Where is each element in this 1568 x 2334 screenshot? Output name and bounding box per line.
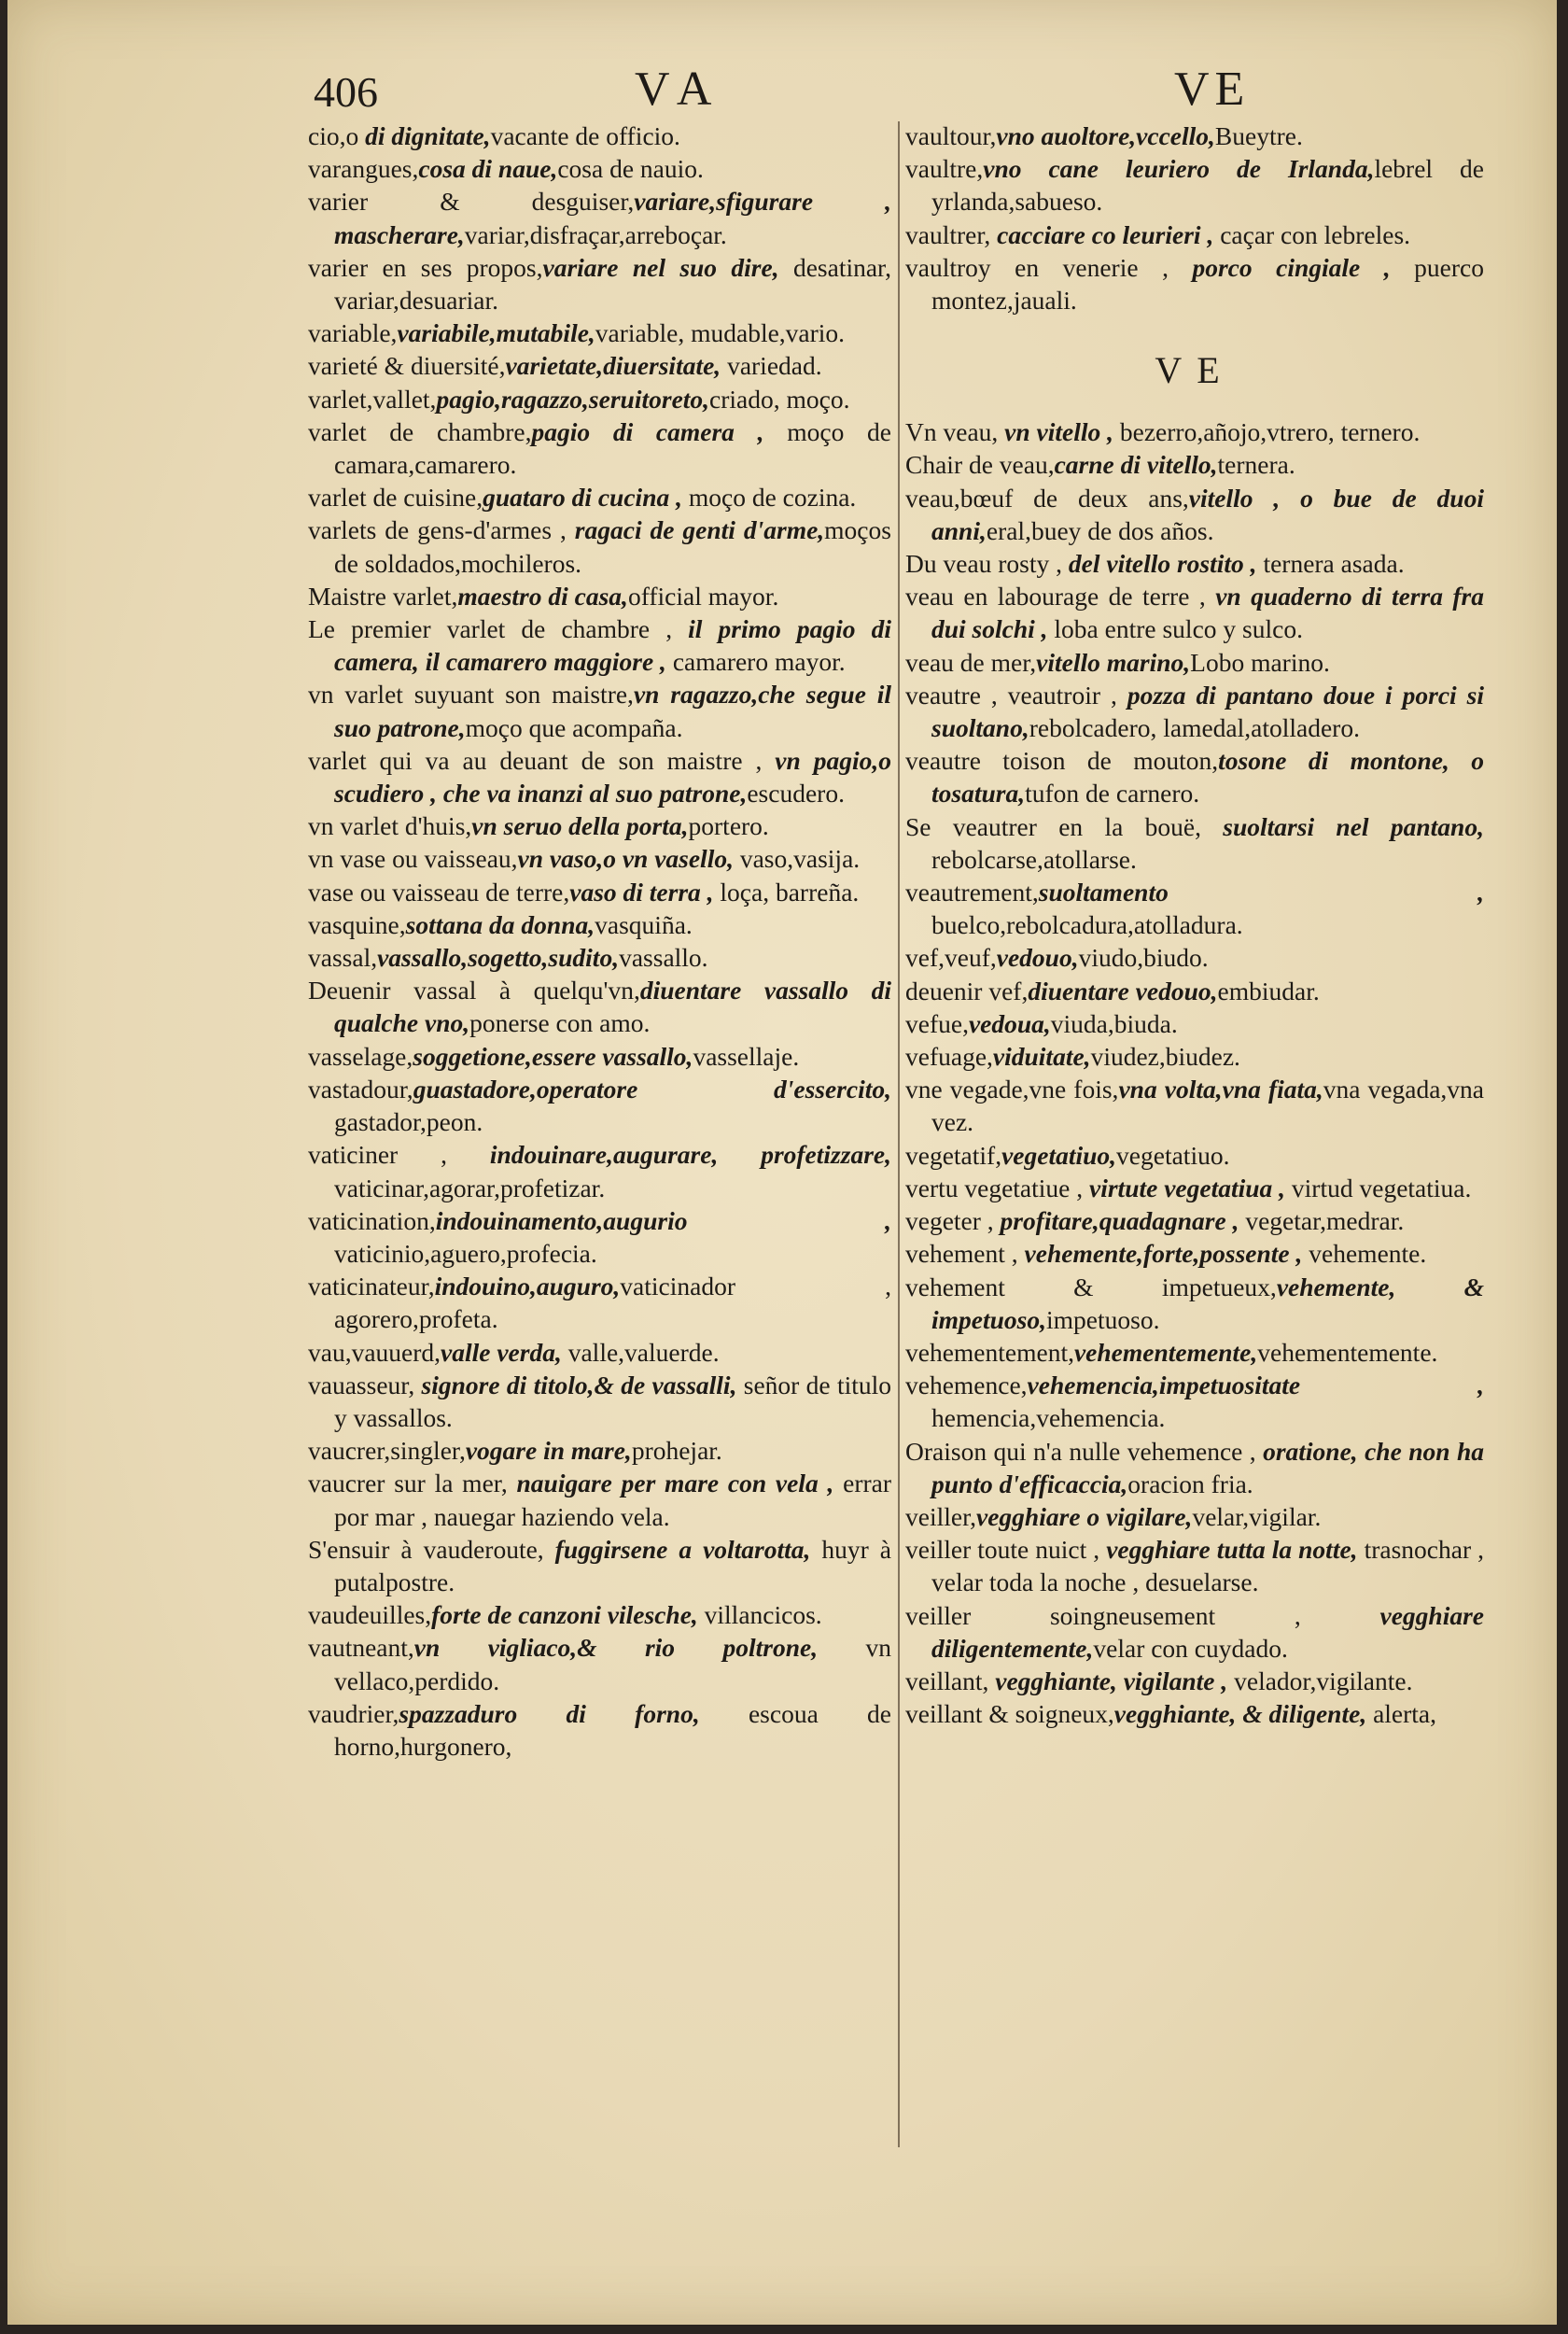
spanish-translation: moços de soldados,mochileros. — [334, 515, 891, 578]
italian-translation: valle verda, — [441, 1337, 562, 1367]
dictionary-entry — [905, 744, 1484, 809]
spanish-translation: loça, barreña. — [713, 877, 860, 907]
dictionary-entry — [905, 1697, 1484, 1730]
spanish-translation: eral,buey de dos años. — [986, 515, 1214, 545]
dictionary-entry — [905, 1599, 1484, 1665]
spanish-translation: vna vegada,vna vez. — [931, 1075, 1484, 1137]
left-running-head: VA — [635, 63, 725, 116]
french-term: varangues, — [308, 154, 419, 184]
spanish-translation: portero. — [688, 811, 769, 841]
french-term: veiller, — [905, 1501, 977, 1531]
french-term: Du veau rosty , — [905, 549, 1069, 579]
french-term: veiller soingneusement , — [905, 1600, 1380, 1630]
dictionary-entry — [308, 1631, 891, 1696]
italian-translation: viduitate, — [992, 1042, 1091, 1072]
dictionary-entry — [308, 481, 891, 513]
spanish-translation: vaticinar,agorar,profetizar. — [334, 1173, 606, 1202]
dictionary-entry — [308, 1369, 891, 1434]
dictionary-entry — [308, 185, 891, 250]
spanish-translation: bezerro,añojo,vtrero, ternero. — [1113, 417, 1421, 447]
french-term: vastadour, — [308, 1074, 413, 1104]
spanish-translation: camarero mayor. — [665, 647, 846, 677]
italian-translation: vno cane leuriero de Irlanda, — [983, 154, 1375, 184]
french-term: vegetatif, — [905, 1140, 1002, 1170]
dictionary-entry — [905, 251, 1484, 316]
spanish-translation: escudero. — [747, 779, 845, 808]
french-term: vaultre, — [905, 154, 984, 184]
spanish-translation: vaticinador , agorero,profeta. — [334, 1272, 891, 1334]
dictionary-entry — [308, 415, 891, 481]
italian-translation: varietate,diuersitate, — [505, 351, 721, 381]
spanish-translation: vn vellaco,perdido. — [334, 1633, 891, 1695]
french-term: vaultour, — [905, 121, 997, 150]
dictionary-entry — [905, 547, 1484, 580]
italian-translation: vn seruo della porta, — [471, 811, 689, 841]
french-term: veillant & soigneux, — [905, 1699, 1114, 1729]
dictionary-entry — [905, 1073, 1484, 1138]
italian-translation: ragaci de genti d'arme, — [574, 515, 825, 545]
italian-translation: guataro di cucina , — [483, 483, 682, 513]
italian-translation: vegghiare o vigilare, — [976, 1501, 1193, 1531]
french-term: vn varlet d'huis, — [308, 811, 472, 841]
dictionary-entry — [308, 1336, 891, 1369]
spanish-translation: escoua de horno,hurgonero, — [334, 1698, 891, 1761]
italian-translation: pagio,ragazzo,seruitoreto, — [436, 384, 710, 414]
italian-translation: cacciare co leurieri , — [997, 219, 1214, 249]
dictionary-entry — [905, 941, 1484, 974]
dictionary-entry — [905, 1172, 1484, 1204]
italian-translation: fuggirsene a voltarotta, — [554, 1534, 811, 1564]
french-term: varlet de cuisine, — [308, 483, 483, 513]
spanish-translation: rebolcarse,atollarse. — [931, 844, 1137, 874]
spanish-translation: rebolcadero, lamedal,atolladero. — [1029, 713, 1360, 743]
french-term: varlets de gens-d'armes , — [308, 515, 575, 545]
french-term: Chair de veau, — [905, 450, 1055, 480]
right-running-head: VE — [1174, 63, 1251, 116]
spanish-translation: virtud vegetatiua. — [1285, 1173, 1472, 1202]
dictionary-entry — [308, 1138, 891, 1203]
french-term: Le premier varlet de chambre , — [308, 614, 689, 644]
spanish-translation: villancicos. — [697, 1600, 822, 1630]
spanish-translation: variedad. — [721, 351, 822, 381]
french-term: vasquine, — [308, 909, 406, 939]
dictionary-entry — [308, 1204, 891, 1270]
dictionary-entry — [905, 1336, 1484, 1369]
italian-translation: indouinare,augurare, profetizzare, — [489, 1140, 891, 1170]
spanish-translation: vassellaje. — [693, 1041, 800, 1071]
dictionary-entry — [905, 975, 1484, 1007]
french-term: deuenir vef, — [905, 976, 1029, 1005]
italian-translation: diuentare vassallo di qualche vno, — [334, 976, 891, 1038]
french-term: veautrement, — [905, 878, 1039, 907]
french-term: vauasseur, — [308, 1370, 422, 1399]
dictionary-entry — [308, 974, 891, 1039]
dictionary-entry — [905, 876, 1484, 941]
italian-translation: spazzaduro di forno, — [399, 1698, 700, 1728]
italian-translation: vedoua, — [968, 1008, 1051, 1038]
italian-translation: vn quaderno di terra fra dui solchi , — [931, 582, 1485, 644]
dictionary-entry — [905, 218, 1484, 251]
dictionary-entry — [905, 1204, 1484, 1237]
section-heading-ve: VE — [1155, 349, 1235, 392]
dictionary-entry — [905, 152, 1484, 218]
french-term: vaultroy en venerie , — [905, 252, 1193, 282]
dictionary-entry — [905, 448, 1484, 481]
dictionary-entry — [308, 349, 891, 382]
spanish-translation: velar con cuydado. — [1093, 1633, 1288, 1663]
spanish-translation: ponerse con amo. — [469, 1008, 651, 1038]
spanish-translation: valle,valuerde. — [561, 1337, 720, 1367]
dictionary-entry — [308, 842, 891, 875]
french-term: vase ou vaisseau de terre, — [308, 877, 570, 907]
dictionary-entry — [905, 415, 1484, 448]
italian-translation: vedouo, — [996, 943, 1079, 973]
dictionary-entry — [905, 1533, 1484, 1598]
italian-translation: carne di vitello, — [1054, 450, 1218, 480]
dictionary-entry — [308, 809, 891, 842]
italian-translation: vogare in mare, — [465, 1436, 632, 1466]
spanish-translation: moço de camara,camarero. — [334, 416, 891, 480]
spanish-translation: señor de titulo y vassallos. — [334, 1370, 892, 1432]
italian-translation: vn vaso,o vn vasello, — [517, 844, 734, 874]
dictionary-entry — [905, 1237, 1484, 1270]
italian-translation: suoltamento , — [1038, 878, 1484, 907]
spanish-translation: alerta, — [1366, 1699, 1437, 1729]
french-term: vaticination, — [308, 1205, 436, 1235]
italian-translation: pagio di camera , — [531, 416, 764, 446]
spanish-translation: tufon de carnero. — [1025, 779, 1200, 808]
spanish-translation: viudez,biudez. — [1090, 1042, 1240, 1072]
french-term: vegeter , — [905, 1206, 1001, 1236]
left-column — [308, 120, 891, 1763]
spanish-translation: cosa de nauio. — [557, 154, 704, 184]
french-term: vaucrer,singler, — [308, 1436, 466, 1466]
spanish-translation: ternera. — [1217, 450, 1295, 480]
italian-translation: vegghiante, vigilante , — [995, 1666, 1228, 1695]
italian-translation: soggetione,essere vassallo, — [413, 1041, 693, 1071]
dictionary-entry — [308, 1533, 891, 1598]
spanish-translation: moço de cozina. — [682, 483, 857, 513]
italian-translation: vn ragazzo,che segue il suo patrone, — [334, 680, 892, 742]
french-term: vehement & impetueux, — [905, 1272, 1277, 1301]
italian-translation: guastadore,operatore d'essercito, — [413, 1074, 891, 1104]
italian-translation: variabile,mutabile, — [397, 318, 595, 348]
italian-translation: forte de canzoni vilesche, — [431, 1600, 698, 1630]
dictionary-entry — [308, 580, 891, 612]
french-term: vehemence, — [905, 1371, 1028, 1400]
french-term: vassal, — [308, 943, 378, 973]
italian-translation: del vitello rostito , — [1068, 549, 1257, 579]
french-term: vautneant, — [308, 1633, 414, 1663]
italian-translation: vegghiante, & diligente, — [1113, 1699, 1367, 1729]
french-term: vaticiner , — [308, 1140, 490, 1170]
spanish-translation: impetuoso. — [1046, 1304, 1160, 1334]
spanish-translation: vegetar,medrar. — [1239, 1206, 1405, 1236]
italian-translation: vassallo,sogetto,sudito, — [377, 943, 620, 973]
french-term: vn vase ou vaisseau, — [308, 844, 518, 874]
dictionary-entry — [905, 679, 1484, 744]
dictionary-entry — [905, 1500, 1484, 1533]
dictionary-entry — [308, 678, 891, 743]
dictionary-entry — [308, 1598, 891, 1631]
spanish-translation: ternera asada. — [1256, 549, 1405, 579]
french-term: vau,vauuerd, — [308, 1337, 441, 1367]
book-page — [7, 0, 1557, 2325]
spanish-translation: vehementemente. — [1257, 1337, 1438, 1367]
spanish-translation: variable, mudable,vario. — [595, 318, 846, 348]
italian-translation: profitare,quadagnare , — [1000, 1206, 1239, 1236]
spanish-translation: huyr à putalpostre. — [334, 1534, 891, 1596]
spanish-translation: official mayor. — [627, 581, 779, 611]
spanish-translation: viudo,biudo. — [1078, 943, 1209, 973]
italian-translation: vaso di terra , — [569, 877, 714, 907]
french-term: vef,veuf, — [905, 943, 997, 973]
italian-translation: vn pagio,o scudiero , che va inanzi al suo patrone, — [334, 745, 891, 808]
italian-translation: indouino,auguro, — [434, 1272, 621, 1301]
italian-translation: vegghiare diligentemente, — [931, 1600, 1484, 1663]
french-term: varier & desguiser, — [308, 187, 635, 217]
french-term: veiller toute nuict , — [905, 1535, 1107, 1565]
spanish-translation: trasnochar , velar toda la noche , desuelarse. — [931, 1535, 1484, 1597]
dictionary-entry — [905, 580, 1484, 645]
spanish-translation: velador,vigilante. — [1227, 1666, 1413, 1695]
italian-translation: vn vigliaco,& rio poltrone, — [413, 1633, 819, 1663]
dictionary-entry — [308, 1467, 891, 1532]
french-term: varlet,vallet, — [308, 384, 437, 414]
spanish-translation: moço que acompaña. — [465, 712, 683, 742]
spanish-translation: embiudar. — [1217, 976, 1320, 1005]
dictionary-entry — [308, 513, 891, 579]
column-divider — [898, 121, 900, 2147]
french-term: vaudrier, — [308, 1698, 399, 1728]
spanish-translation: gastador,peon. — [334, 1107, 483, 1137]
dictionary-entry — [308, 1434, 891, 1467]
french-term: vehementement, — [905, 1337, 1074, 1367]
italian-translation: vn vitello , — [1004, 417, 1114, 447]
spanish-translation: vasquiña. — [595, 909, 693, 939]
spanish-translation: hemencia,vehemencia. — [931, 1403, 1166, 1433]
italian-translation: nauigare per mare con vela , — [516, 1469, 834, 1498]
italian-translation: di dignitate, — [365, 121, 491, 150]
spanish-translation: vaso,vasija. — [733, 844, 861, 874]
french-term: Maistre varlet, — [308, 581, 458, 611]
dictionary-entry — [308, 251, 891, 316]
french-term: vn varlet suyuant son maistre, — [308, 680, 634, 710]
spanish-translation: loba entre sulco y sulco. — [1047, 614, 1303, 644]
french-term: veau,bœuf de deux ans, — [905, 483, 1189, 513]
dictionary-entry — [308, 876, 891, 908]
spanish-translation: viuda,biuda. — [1050, 1008, 1178, 1038]
dictionary-entry — [308, 908, 891, 941]
italian-translation: vitello marino, — [1036, 647, 1191, 677]
french-term: veau de mer, — [905, 647, 1037, 677]
dictionary-entry — [308, 120, 891, 152]
dictionary-entry — [308, 1073, 891, 1138]
dictionary-entry — [905, 1139, 1484, 1172]
dictionary-entry — [308, 612, 891, 678]
spanish-translation: oracion fria. — [1127, 1469, 1253, 1498]
italian-translation: diuentare vedouo, — [1028, 976, 1218, 1005]
french-term: S'ensuir à vauderoute, — [308, 1534, 555, 1564]
italian-translation: variare,sfigurare , mascherare, — [334, 187, 891, 249]
italian-translation: il primo pagio di camera, il camarero maggiore , — [334, 614, 891, 677]
french-term: varier en ses propos, — [308, 252, 543, 282]
dictionary-entry — [308, 744, 891, 809]
french-term: veillant, — [905, 1666, 996, 1695]
dictionary-entry — [905, 810, 1484, 876]
italian-translation: virtute vegetatiua , — [1089, 1173, 1286, 1202]
french-term: veau en labourage de terre , — [905, 582, 1216, 612]
french-term: vehement , — [905, 1239, 1025, 1269]
dictionary-entry — [905, 482, 1484, 547]
italian-translation: indouinamento,augurio , — [435, 1205, 891, 1235]
italian-translation: suoltarsi nel pantano, — [1223, 811, 1484, 841]
spanish-translation: Lobo marino. — [1190, 647, 1330, 677]
dictionary-entry — [905, 1665, 1484, 1697]
french-term: variable, — [308, 318, 398, 348]
french-term: vaultrer, — [905, 219, 998, 249]
italian-translation: signore di titolo,& de vassalli, — [421, 1370, 737, 1399]
dictionary-entry — [905, 1007, 1484, 1040]
spanish-translation: caçar con lebreles. — [1213, 219, 1411, 249]
spanish-translation: puerco montez,jauali. — [931, 252, 1484, 316]
dictionary-entry — [905, 1271, 1484, 1336]
italian-translation: vehemente, & impetuoso, — [931, 1272, 1485, 1334]
italian-translation: sottana da donna, — [405, 909, 595, 939]
italian-translation: vehementemente, — [1073, 1337, 1258, 1367]
french-term: vertu vegetatiue , — [905, 1173, 1089, 1202]
italian-translation: porco cingiale , — [1192, 252, 1391, 282]
spanish-translation: vaticinio,aguero,profecia. — [334, 1238, 597, 1268]
spanish-translation: errar por mar , nauegar haziendo vela. — [334, 1469, 891, 1531]
italian-translation: oratione, che non ha punto d'efficaccia, — [931, 1436, 1484, 1498]
spanish-translation: variar,disfraçar,arreboçar. — [464, 219, 727, 249]
italian-translation: vitello , o bue de duoi anni, — [931, 483, 1484, 545]
italian-translation: vehemencia,impetuositate , — [1027, 1371, 1484, 1400]
dictionary-entry — [308, 1270, 891, 1335]
italian-translation: vna volta,vna fiata, — [1118, 1075, 1323, 1104]
italian-translation: tosone di montone, o tosatura, — [931, 746, 1485, 808]
dictionary-entry — [905, 1369, 1484, 1434]
dictionary-entry — [308, 941, 891, 974]
french-term: varieté & diuersité, — [308, 351, 506, 381]
dictionary-entry — [308, 1697, 891, 1763]
french-term: vne vegade,vne fois, — [905, 1075, 1119, 1104]
spanish-translation: desatinar, variar,desuariar. — [334, 252, 891, 316]
italian-translation: maestro di casa, — [457, 581, 628, 611]
spanish-translation: vegetatiuo. — [1116, 1140, 1230, 1170]
dictionary-entry — [308, 316, 891, 349]
spanish-translation: lebrel de yrlanda,sabueso. — [931, 154, 1484, 217]
french-term: vefuage, — [905, 1042, 993, 1072]
french-term: Se veautrer en la bouë, — [905, 811, 1224, 841]
spanish-translation: vassallo. — [619, 943, 708, 973]
french-term: vaudeuilles, — [308, 1600, 432, 1630]
spanish-translation: buelco,rebolcadura,atolladura. — [931, 910, 1243, 940]
french-term: cio,o — [308, 121, 366, 150]
dictionary-entry — [905, 1435, 1484, 1500]
dictionary-entry — [308, 152, 891, 185]
italian-translation: vehemente,forte,possente , — [1024, 1239, 1303, 1269]
spanish-translation: vehemente. — [1302, 1239, 1427, 1269]
spanish-translation: Bueytre. — [1214, 121, 1303, 150]
french-term: veautre , veautroir , — [905, 680, 1127, 710]
spanish-translation: criado, moço. — [709, 384, 850, 414]
spanish-translation: velar,vigilar. — [1192, 1501, 1322, 1531]
spanish-translation: vacante de officio. — [490, 121, 680, 150]
french-term: varlet de chambre, — [308, 416, 532, 446]
italian-translation: pozza di pantano doue i porci si suoltano, — [931, 680, 1484, 743]
dictionary-entry — [905, 646, 1484, 679]
french-term: varlet qui va au deuant de son maistre , — [308, 745, 776, 775]
dictionary-entry — [308, 1040, 891, 1073]
italian-translation: vegghiare tutta la notte, — [1106, 1535, 1358, 1565]
french-term: vaticinateur, — [308, 1272, 435, 1301]
right-column — [905, 120, 1484, 1730]
italian-translation: variare nel suo dire, — [542, 252, 779, 282]
dictionary-entry — [905, 1040, 1484, 1073]
french-term: Vn veau, — [905, 417, 1005, 447]
spanish-translation: prohejar. — [631, 1436, 722, 1466]
dictionary-entry — [905, 120, 1484, 152]
italian-translation: vegetatiuo, — [1001, 1140, 1117, 1170]
french-term: vasselage, — [308, 1041, 413, 1071]
french-term: veautre toison de mouton, — [905, 746, 1219, 776]
page-number: 406 — [314, 68, 378, 116]
french-term: Deuenir vassal à quelqu'vn, — [308, 976, 640, 1005]
italian-translation: vno auoltore,vccello, — [996, 121, 1215, 150]
french-term: vefue, — [905, 1008, 969, 1038]
italian-translation: cosa di naue, — [418, 154, 558, 184]
french-term: Oraison qui n'a nulle vehemence , — [905, 1436, 1264, 1466]
dictionary-entry — [308, 383, 891, 415]
french-term: vaucrer sur la mer, — [308, 1469, 517, 1498]
